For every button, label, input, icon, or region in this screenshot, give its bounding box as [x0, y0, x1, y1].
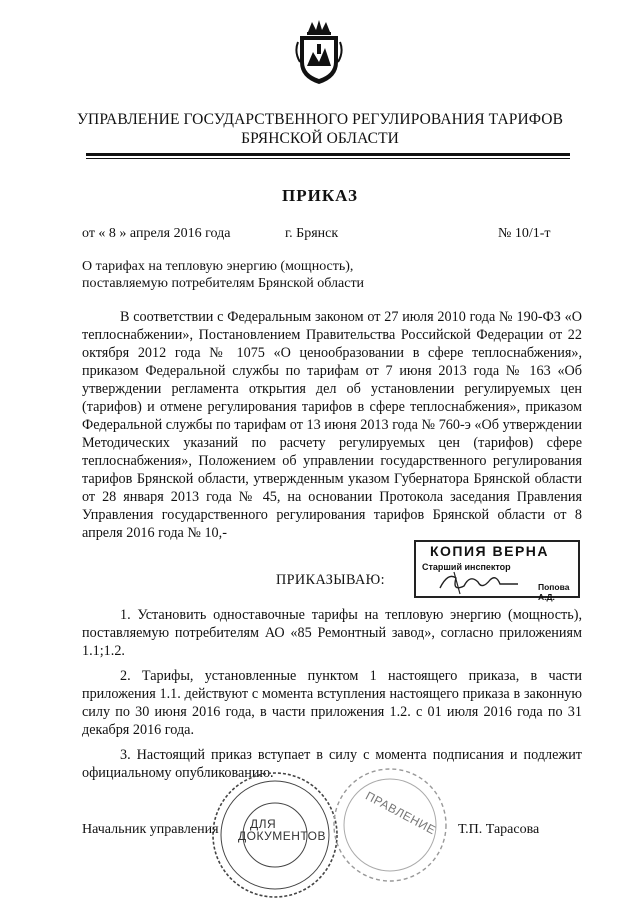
organization-name [60, 110, 580, 148]
subject-line-1: О тарифах на тепловую энергию (мощность), [82, 259, 354, 274]
certified-copy-stamp [414, 540, 580, 602]
header-rule-thick [86, 153, 570, 156]
seal-docs-line-2: ДОКУМЕНТОВ [238, 829, 327, 843]
header-rule-thin [86, 158, 570, 159]
coat-of-arms-icon [294, 18, 344, 86]
stamp-signature-icon [434, 568, 524, 596]
document-date: от « 8 » апреля 2016 года [82, 226, 231, 241]
document-number: № 10/1-т [498, 226, 551, 241]
signatory-name: Т.П. Тарасова [458, 822, 540, 837]
org-line-1: УПРАВЛЕНИЕ ГОСУДАРСТВЕННОГО РЕГУЛИРОВАНИЯ ТАРИФОВ [76, 111, 564, 128]
order-item-2: 2. Тарифы, установленные пунктом 1 настоящего приказа, в части приложения 1.1. действуют с момента вступления настоящего приказа в законную силу по 30 июня 2016 года, в части приложения 1.2. с 01 июля 2016 года по 31 декабря 2016 года. [82, 668, 582, 738]
stamp-heading: КОПИЯ ВЕРНА [430, 543, 550, 559]
document-title: ПРИКАЗ [282, 186, 358, 205]
subject-line-2: поставляемую потребителям Брянской области [82, 276, 365, 291]
order-item-1: 1. Установить одноставочные тарифы на тепловую энергию (мощность), поставляемую потребителям АО «85 Ремонтный завод», согласно приложениям 1.1;1.2. [82, 607, 582, 659]
seal-docs-line-1: ДЛЯ [250, 817, 277, 831]
org-line-2: БРЯНСКОЙ ОБЛАСТИ [241, 130, 399, 147]
order-item-3: 3. Настоящий приказ вступает в силу с момента подписания и подлежит официальному опубликованию. [82, 747, 582, 781]
document-city: г. Брянск [285, 226, 339, 241]
stamp-role: Старший инспектор [422, 562, 511, 572]
stamp-name: Попова А.Д. [538, 582, 570, 602]
document-subject [82, 258, 412, 292]
intro-paragraph: В соответствии с Федеральным законом от 27 июля 2010 года № 190-ФЗ «О теплоснабжении», Постановлением Правительства Российской Федерации от 22 октября 2012 года № 1075 «О ценообразовании в сфере теплоснабжения», приказом Федеральной службы по тарифам от 7 июня 2013 года № 163 «Об утверждении регламента открытия дел об установлении регулируемых цен (тарифов) и отмене регулирования тарифов в сфере теплоснабжения», приказом Федеральной службы по тарифам от 13 июня 2013 года № 760-э «Об утверждении Методических указаний по расчету регулируемых цен (тарифов) сфере теплоснабжения», Положением об управлении государственного регулирования тарифов Брянской области, утвержденным указом Губернатора Брянской области от 28 января 2013 года № 45, на основании Протокола заседания Правления Управления государственного регулирования тарифов Брянской области от 8 апреля 2016 года № 10,- [82, 309, 582, 541]
seal-faint-text: ПРАВЛЕНИЕ [363, 788, 439, 838]
signatory-title: Начальник управления [82, 822, 219, 837]
order-word: ПРИКАЗЫВАЮ: [276, 572, 385, 588]
